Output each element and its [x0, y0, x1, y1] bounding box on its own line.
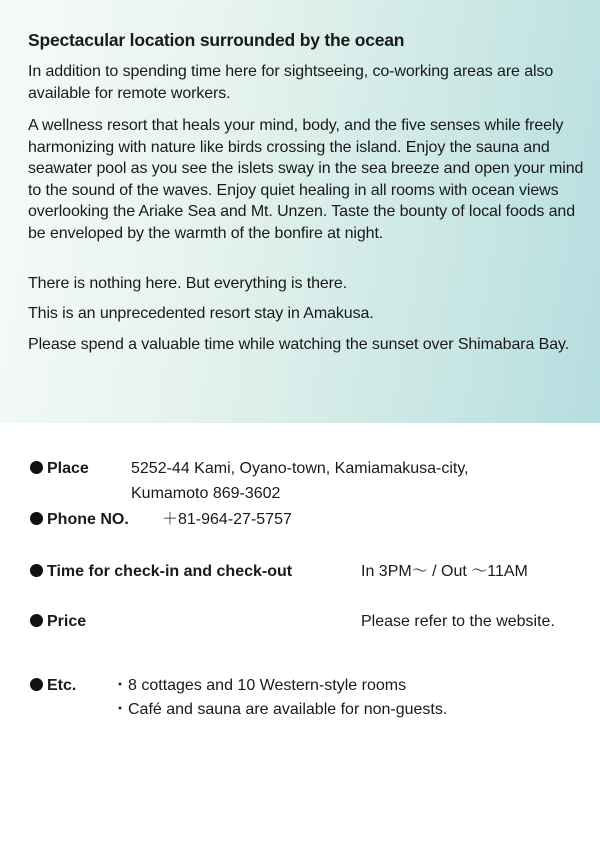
etc-label: Etc.: [30, 675, 76, 697]
phone-label: Phone NO.: [30, 509, 129, 531]
bullet-icon: [30, 512, 43, 525]
etc-item-cottages: ・8 cottages and 10 Western-style rooms: [112, 677, 407, 694]
section-heading: Spectacular location surrounded by the ocean: [28, 30, 405, 50]
intro-paragraph-nothing: There is nothing here. But everything is there.: [28, 275, 348, 292]
bullet-icon: [30, 461, 43, 474]
intro-paragraph-remote: In addition to spending time here for sightseeing, co-working areas are also available for remote workers.: [28, 63, 554, 102]
intro-paragraph-wellness: A wellness resort that heals your mind, body, and the five senses while freely harmonizing with nature like birds crossing the island. Enjoy the sauna and seawater pool as you see the islets sway in the sea breeze and open your mind to the sound of the waves. Enjoy quiet healing in all rooms with ocean views overlooking the Ariake Sea and Mt. Unzen. Taste the bounty of local foods and be enveloped by the warmth of the bonfire at night.: [28, 117, 584, 242]
price-label: Price: [30, 611, 86, 633]
price-value: Please refer to the website.: [361, 613, 555, 630]
checkin-value: In 3PM～ / Out ～11AM: [361, 563, 528, 580]
place-line-2: Kumamoto 869-3602: [131, 485, 281, 502]
intro-section: [0, 0, 600, 423]
intro-paragraph-sunset: Please spend a valuable time while watching the sunset over Shimabara Bay.: [28, 336, 570, 353]
checkin-label: Time for check-in and check-out: [30, 561, 292, 583]
phone-value: ＋81-964-27-5757: [162, 511, 292, 528]
bullet-icon: [30, 678, 43, 691]
place-line-1: 5252-44 Kami, Oyano-town, Kamiamakusa-city,: [131, 460, 469, 477]
place-label: Place: [30, 458, 89, 480]
intro-paragraph-amakusa: This is an unprecedented resort stay in Amakusa.: [28, 305, 374, 322]
bullet-icon: [30, 564, 43, 577]
etc-item-cafe-sauna: ・Café and sauna are available for non-guests.: [112, 701, 448, 718]
bullet-icon: [30, 614, 43, 627]
info-section: [0, 423, 600, 867]
